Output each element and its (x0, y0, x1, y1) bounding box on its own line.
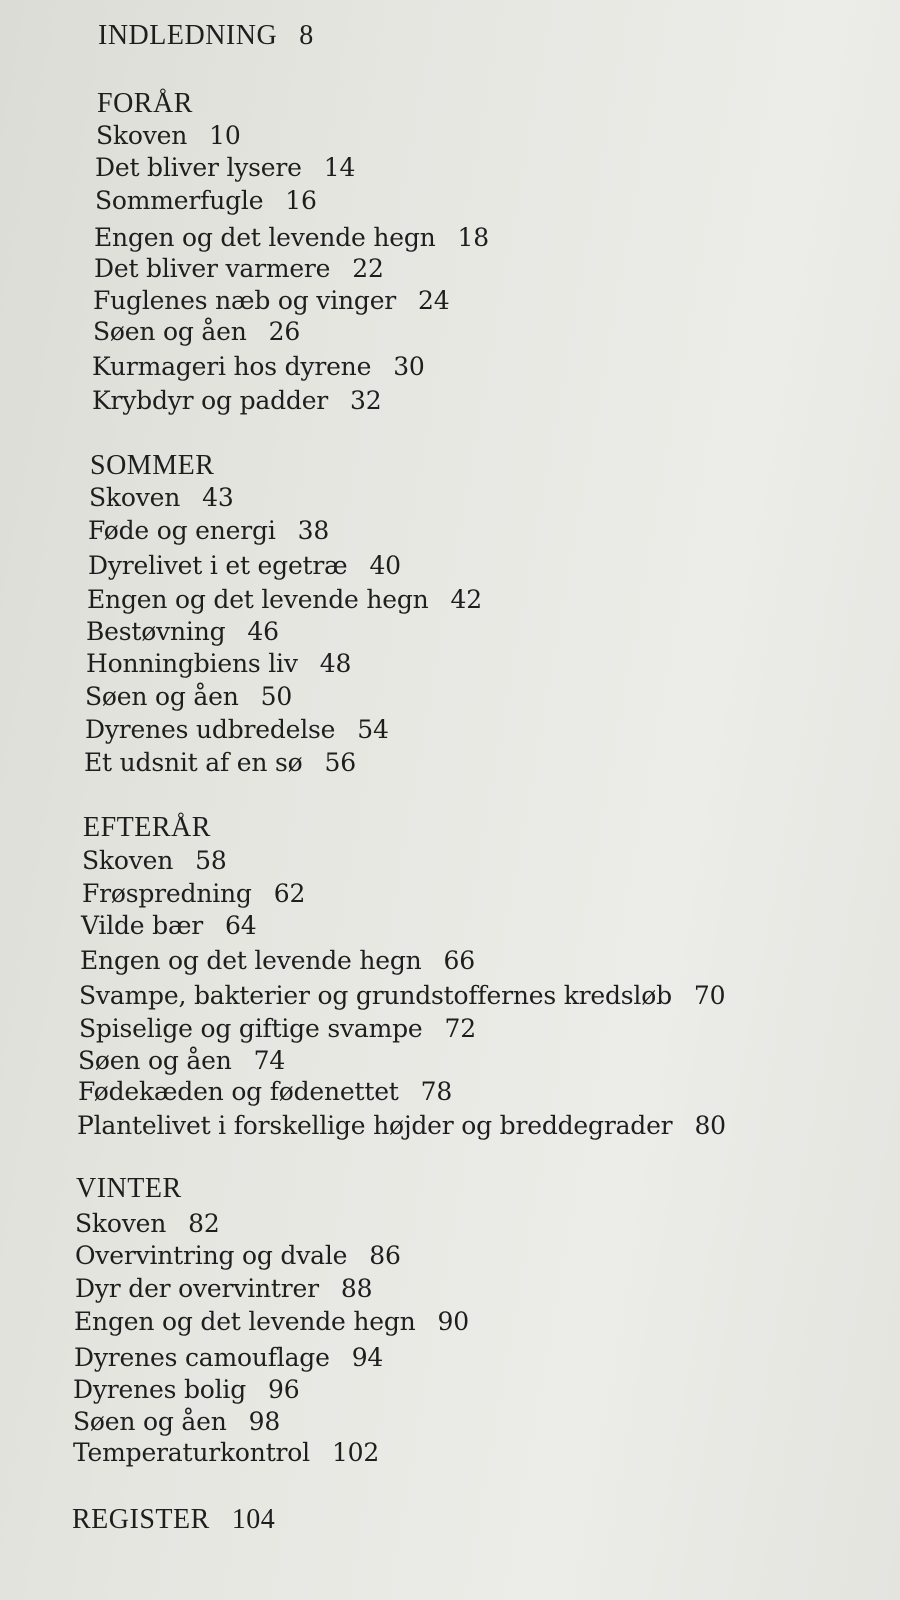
toc-entry: Frøspredning 62 (82, 879, 306, 908)
toc-entry: Engen og det levende hegn 66 (80, 946, 475, 975)
toc-entry: Spiselige og giftige svampe 72 (79, 1014, 476, 1043)
toc-entry: Plantelivet i forskellige højder og breddegrader 80 (77, 1111, 726, 1140)
toc-entry: Svampe, bakterier og grundstoffernes kredsløb 70 (79, 981, 726, 1010)
toc-intro-page: 8 (299, 20, 314, 51)
toc-entry: Skoven 10 (96, 121, 241, 150)
toc-entry: Fuglenes næb og vinger 24 (93, 286, 450, 315)
toc-entry: Søen og åen 26 (93, 317, 301, 346)
toc-entry: Søen og åen 50 (85, 682, 293, 711)
toc-entry: Engen og det levende hegn 90 (74, 1307, 469, 1336)
toc-entry: Det bliver varmere 22 (94, 254, 384, 283)
toc-entry: Bestøvning 46 (86, 617, 279, 646)
toc-entry: Sommerfugle 16 (95, 186, 317, 215)
toc-entry: Engen og det levende hegn 18 (94, 223, 489, 252)
toc-entry: Fødekæden og fødenettet 78 (78, 1077, 453, 1106)
section-heading-forar: FORÅR (97, 88, 193, 119)
toc-entry: Skoven 58 (82, 846, 227, 875)
toc-entry: Det bliver lysere 14 (95, 153, 356, 182)
toc-entry: Skoven 43 (89, 483, 234, 512)
toc-entry: Skoven 82 (75, 1209, 220, 1238)
toc-entry: Overvintring og dvale 86 (75, 1241, 401, 1270)
toc-entry: Dyrenes camouflage 94 (74, 1343, 384, 1372)
toc-entry: Temperaturkontrol 102 (73, 1438, 380, 1467)
toc-intro (98, 20, 314, 52)
toc-entry: Et udsnit af en sø 56 (84, 748, 356, 777)
toc-entry: Honningbiens liv 48 (86, 649, 352, 678)
toc-register (72, 1504, 275, 1536)
section-heading-sommer: SOMMER (90, 450, 215, 481)
toc-entry: Engen og det levende hegn 42 (87, 585, 482, 614)
toc-intro-title: INDLEDNING (98, 20, 278, 51)
toc-entry: Kurmageri hos dyrene 30 (92, 352, 425, 381)
toc-entry: Dyrenes bolig 96 (73, 1375, 300, 1404)
toc-register-title: REGISTER (72, 1504, 210, 1535)
toc-entry: Vilde bær 64 (81, 911, 257, 940)
toc-entry: Søen og åen 98 (73, 1407, 281, 1436)
toc-entry: Dyrelivet i et egetræ 40 (88, 551, 401, 580)
toc-entry: Dyr der overvintrer 88 (75, 1274, 373, 1303)
toc-entry: Krybdyr og padder 32 (92, 386, 382, 415)
section-heading-efterar: EFTERÅR (83, 812, 211, 843)
toc-entry: Søen og åen 74 (78, 1046, 286, 1075)
toc-register-page: 104 (231, 1504, 276, 1535)
toc-entry: Føde og energi 38 (88, 516, 330, 545)
toc-entry: Dyrenes udbredelse 54 (85, 715, 389, 744)
section-heading-vinter: VINTER (76, 1173, 182, 1204)
